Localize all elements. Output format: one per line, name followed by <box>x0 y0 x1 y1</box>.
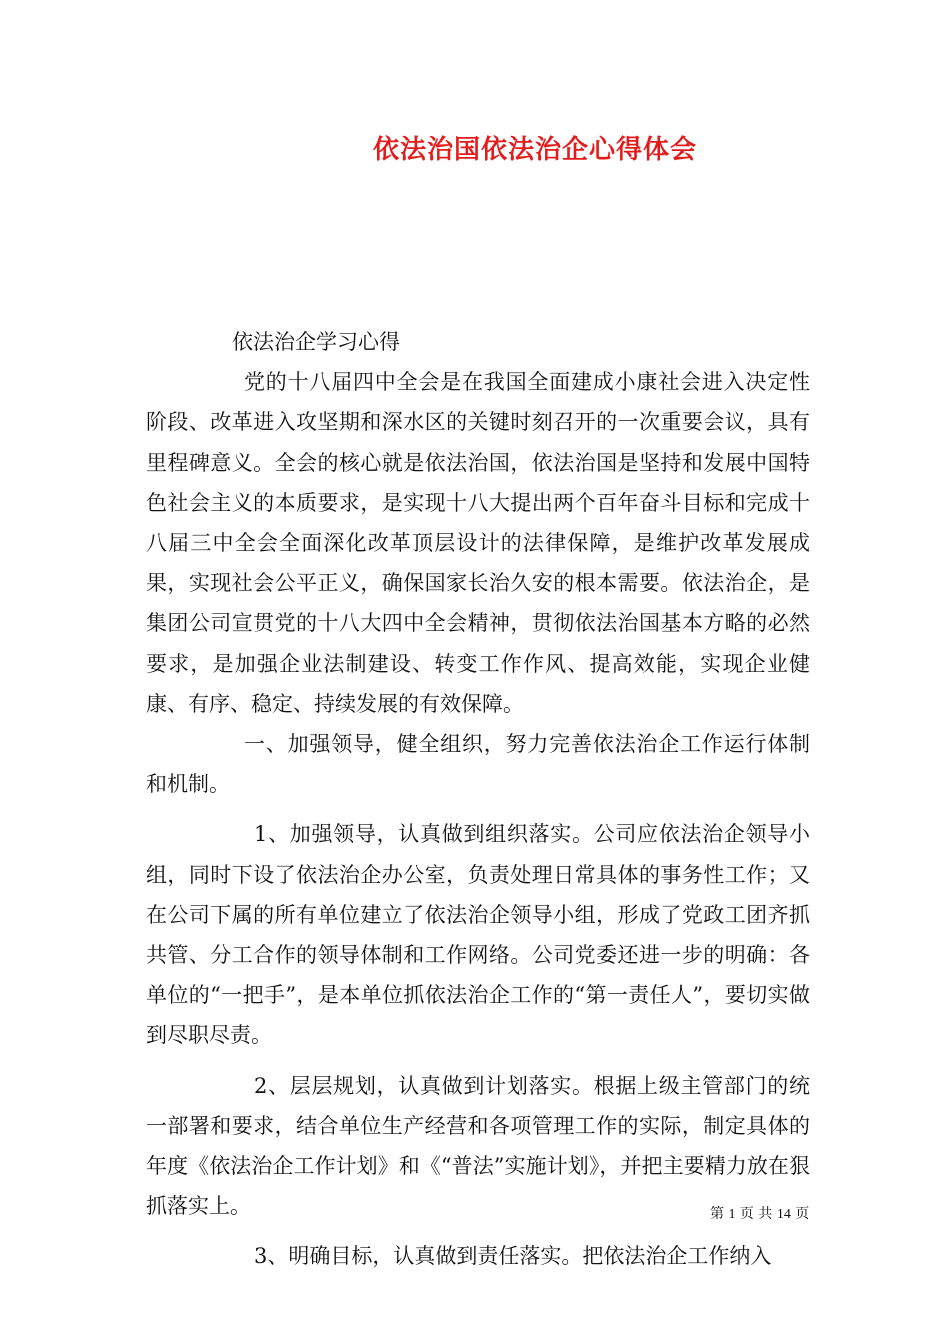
footer-suffix: 页 <box>795 1206 810 1222</box>
paragraph-item-3: 3、明确目标，认真做到责任落实。把依法治企工作纳入 <box>254 1244 772 1269</box>
paragraph-intro: 党的十八届四中全会是在我国全面建成小康社会进入决定性阶段、改革进入攻坚期和深水区的关键时刻召开的一次重要会议，具有里程碑意义。全会的核心就是依法治国，依法治国是坚持和发展中国特色社会主义的本质要求，是实现十八大提出两个百年奋斗目标和完成十八届三中全会全面深化改革顶层设计的法律保障，是维护改革发展成果，实现社会公平正义，确保国家长治久安的根本需要。依法治企，是集团公司宣贯党的十八大四中全会精神，贯彻依法治国基本方略的必然要求，是加强企业法制建设、转变工作作风、提高效能，实现企业健康、有序、稳定、持续发展的有效保障。 <box>146 370 810 716</box>
paragraph-item-1: 1、加强领导，认真做到组织落实。公司应依法治企领导小组，同时下设了依法治企办公室，负责处理日常具体的事务性工作；又在公司下属的所有单位建立了依法治企领导小组，形成了党政工团齐抓共管、分工合作的领导体制和工作网络。公司党委还进一步的明确：各单位的“一把手”，是本单位抓依法治企工作的“第一责任人”，要切实做到尽职尽责。 <box>146 822 810 1048</box>
page-footer <box>710 1204 809 1225</box>
footer-prefix: 第 <box>710 1206 724 1222</box>
page-title: 依法治国依法治企心得体会 <box>372 135 697 165</box>
footer-middle: 页 共 <box>739 1206 773 1222</box>
paragraph-item-2: 2、层层规划，认真做到计划落实。根据上级主管部门的统一部署和要求，结合单位生产经营和各项管理工作的实际，制定具体的年度《依法治企工作计划》和《“普法”实施计划》，并把主要精力放在狠抓落实上。 <box>146 1073 810 1219</box>
footer-current-page: 1 <box>728 1207 736 1222</box>
footer-total-pages: 14 <box>776 1207 791 1222</box>
document-subtitle: 依法治企学习心得 <box>232 330 400 354</box>
section-heading-1: 一、加强领导，健全组织，努力完善依法治企工作运行体制和机制。 <box>146 732 810 797</box>
document-body <box>146 322 810 1277</box>
